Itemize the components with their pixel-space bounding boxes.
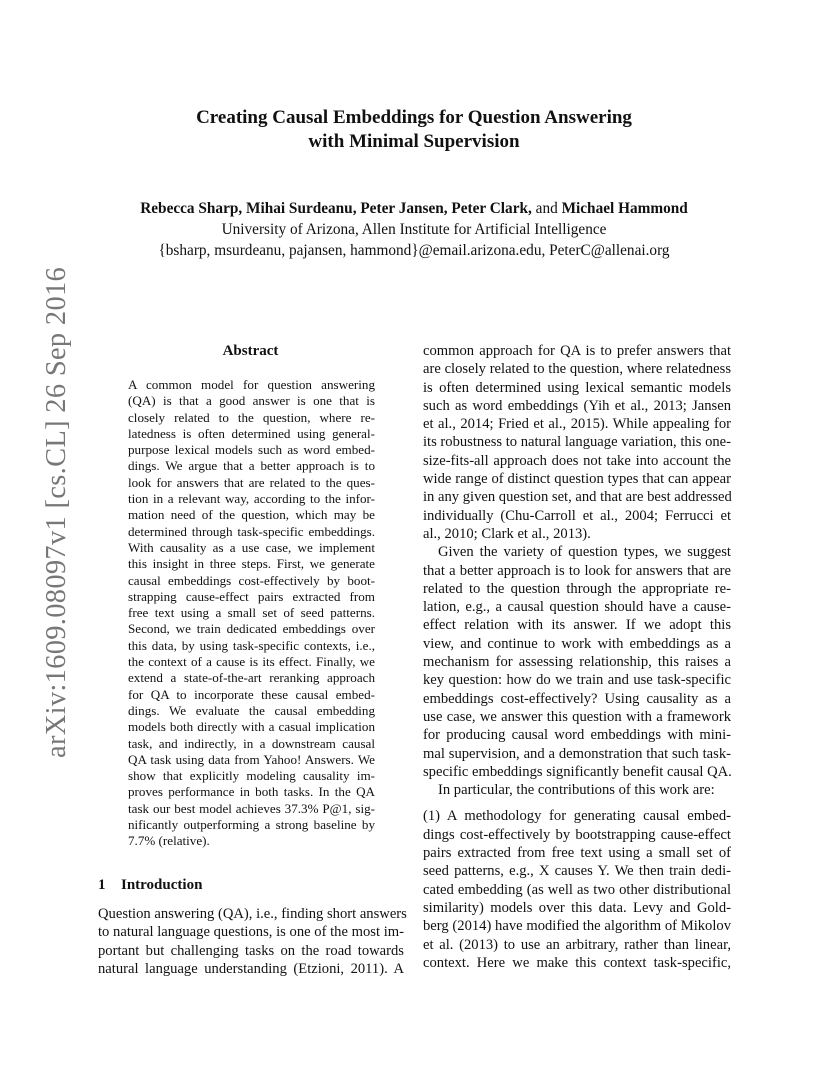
abstract-line: latedness is often determined using general- <box>128 425 375 441</box>
abstract-heading: Abstract <box>222 343 279 359</box>
body-line: dings cost-effectively by bootstrapping cause-effect <box>423 826 731 843</box>
body-line: size-fits-all approach does not take into account the <box>423 452 731 469</box>
body-line: et al. (2013) to use an arbitrary, rather than linear, <box>423 936 731 953</box>
body-line: lation, e.g., a causal question should have a cause- <box>423 599 731 616</box>
author-and: and <box>535 200 558 217</box>
body-line: effect relation with its answer. If we adopt this <box>423 617 731 634</box>
intro-line: portant but challenging tasks on the road towards <box>98 942 404 959</box>
body-line: embeddings cost-effectively? Using causality as a <box>423 690 731 707</box>
abstract-line: determined through task-specific embeddings. <box>128 523 375 539</box>
body-line: key question: how do we train and use task-specific <box>423 672 731 689</box>
body-line: seed patterns, e.g., X causes Y. We then train dedi- <box>423 863 731 880</box>
body-line: et al., 2014; Fried et al., 2015). While appealing for <box>423 416 731 433</box>
abstract-line: proves performance in both tasks. In the QA <box>128 784 375 800</box>
body-line: use case, we answer this question with a framework <box>423 708 731 725</box>
abstract-line: (QA) is that a good answer is one that is <box>128 393 375 409</box>
body-line: wide range of distinct question types that can appear <box>423 471 731 488</box>
abstract-line: mation need of the question, which may be <box>128 507 375 523</box>
section-title: Introduction <box>121 877 203 893</box>
body-line: its robustness to natural language variation, this one- <box>423 434 732 451</box>
section-number: 1 <box>98 877 106 893</box>
body-line: In particular, the contributions of this work are: <box>438 782 715 799</box>
body-line: (1) A methodology for generating causal embed- <box>423 808 731 825</box>
abstract-line: show that explicitly modeling causality im- <box>128 768 375 784</box>
author-names-line <box>80 198 748 219</box>
abstract-line: A common model for question answering <box>128 377 375 392</box>
body-line: in any given question set, and that are best addressed <box>423 489 732 506</box>
body-line: view, and continue to work with embeddings as a <box>423 635 731 652</box>
abstract-line: closely related to the question, where re- <box>128 409 375 425</box>
abstract-line: dings. We argue that a better approach is to <box>128 458 375 474</box>
abstract-line: dings. We evaluate the causal embedding <box>128 702 375 718</box>
body-line: related to the question through the appropriate re- <box>423 580 731 597</box>
title-line-2: with Minimal Supervision <box>308 131 520 152</box>
title-line-1: Creating Causal Embeddings for Question Answering <box>196 107 632 128</box>
paragraph-3 <box>423 781 731 799</box>
abstract-line: tion in a relevant way, according to the infor- <box>128 491 375 507</box>
body-line: similarity) models over this data. Levy and Gold- <box>423 899 731 916</box>
body-line: context. Here we make this context task-specific, <box>423 954 731 971</box>
abstract-line: this data, by using task-specific contexts, i.e., <box>128 637 375 653</box>
abstract-line: extend a state-of-the-art reranking approach <box>128 670 375 686</box>
abstract-line: for QA to incorporate these causal embed- <box>128 686 375 702</box>
paper-title <box>100 106 728 154</box>
body-line: pairs extracted from free text using a small set of <box>423 845 731 862</box>
body-line: that a better approach is to look for answers that are <box>423 562 731 579</box>
author-last: Michael Hammond <box>561 200 688 217</box>
abstract-line: nificantly outperforming a strong baseline by <box>128 817 375 833</box>
paragraph-1 <box>423 342 731 543</box>
abstract-line: task our best model achieves 37.3% P@1, sig- <box>128 800 375 816</box>
abstract-line: look for answers that are related to the ques- <box>128 474 375 490</box>
body-line: common approach for QA is to prefer answers that <box>423 343 731 359</box>
author-block <box>80 198 748 261</box>
abstract-line: 7.7% (relative). <box>128 833 210 849</box>
abstract-line: Second, we train dedicated embeddings over <box>128 621 375 637</box>
abstract-line: purpose lexical models such as word embed- <box>128 442 375 458</box>
body-line: specific embeddings significantly benefit causal QA. <box>423 763 732 780</box>
paragraph-4 <box>423 807 731 972</box>
abstract-body <box>128 377 375 850</box>
intro-line: to natural language questions, is one of the most im- <box>98 924 404 941</box>
abstract-line: models both directly with a casual implication <box>128 719 375 735</box>
body-line: are closely related to the question, where relatedness <box>423 361 731 378</box>
arxiv-identifier: arXiv:1609.08097v1 [cs.CL] 26 Sep 2016 <box>41 266 72 758</box>
intro-line: Question answering (QA), i.e., finding short answers <box>98 906 407 922</box>
body-line: is often determined using lexical semantic models <box>423 379 731 396</box>
affiliation: University of Arizona, Allen Institute for Artificial Intelligence <box>221 221 607 238</box>
body-line: such as word embeddings (Yih et al., 2013; Jansen <box>423 397 731 414</box>
body-line: mechanism for assessing relationship, this raises a <box>423 654 731 671</box>
abstract-line: With causality as a use case, we implement <box>128 539 375 555</box>
abstract-line: this insight in three steps. First, we generate <box>128 556 375 572</box>
section-heading-introduction <box>98 875 202 895</box>
abstract-line: free text using a small set of seed patterns. <box>128 605 375 621</box>
abstract-line: QA task using data from Yahoo! Answers. We <box>128 751 375 767</box>
body-line: al., 2010; Clark et al., 2013). <box>423 525 591 542</box>
body-line: berg (2014) have modified the algorithm of Mikolov <box>423 918 731 935</box>
abstract-line: causal embeddings cost-effectively by boot- <box>128 572 375 588</box>
abstract-line: task, and indirectly, in a downstream causal <box>128 735 375 751</box>
body-line: Given the variety of question types, we suggest <box>438 544 731 561</box>
body-line: mal supervision, and a demonstration that such task- <box>423 745 731 762</box>
body-line: for producing causal word embeddings with mini- <box>423 727 731 744</box>
intro-line: natural language understanding (Etzioni, 2011). A <box>98 960 404 977</box>
abstract-line: the context of a cause is its effect. Finally, we <box>128 654 375 670</box>
right-column <box>423 342 731 972</box>
author-emails: {bsharp, msurdeanu, pajansen, hammond}@email.arizona.edu, PeterC@allenai.org <box>158 242 670 259</box>
abstract-line: strapping cause-effect pairs extracted from <box>128 588 375 604</box>
body-line: cated embedding (as well as two other distributional <box>423 881 731 898</box>
paragraph-2 <box>423 543 731 781</box>
author-names: Rebecca Sharp, Mihai Surdeanu, Peter Jansen, Peter Clark, <box>140 200 532 217</box>
introduction-body <box>98 905 407 978</box>
body-line: individually (Chu-Carroll et al., 2004; Ferrucci et <box>423 507 731 524</box>
